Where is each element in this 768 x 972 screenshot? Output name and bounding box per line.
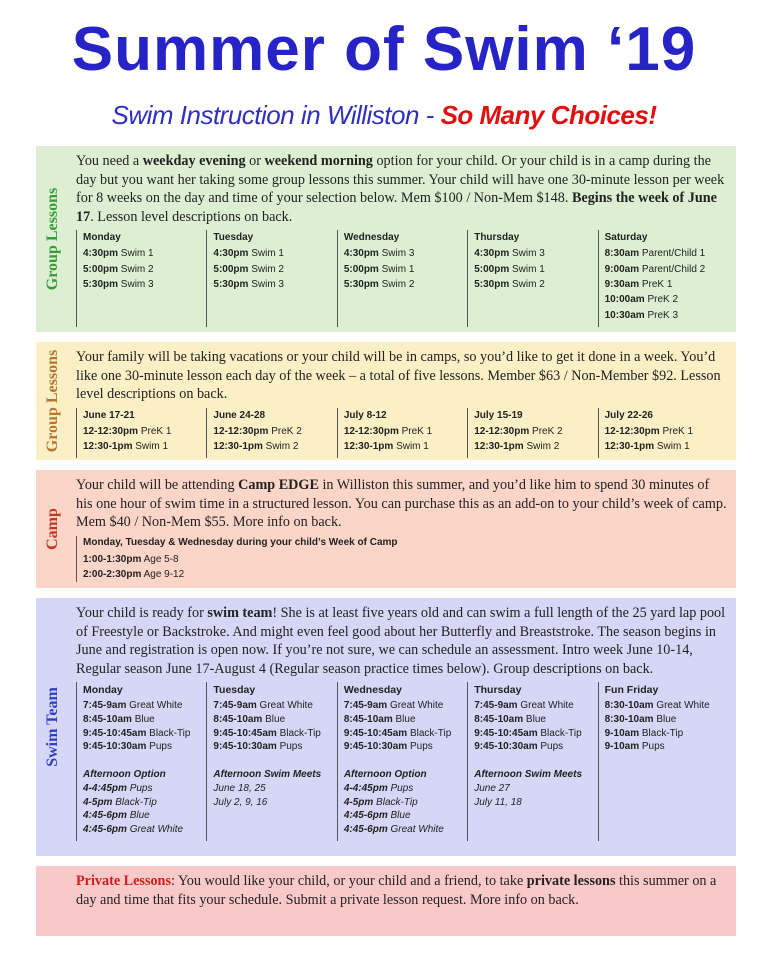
schedule-row xyxy=(83,262,200,277)
class-name: Blue xyxy=(395,714,416,726)
schedule-column xyxy=(598,682,728,840)
column-day: Thursday xyxy=(474,232,520,244)
camp-section xyxy=(36,470,736,588)
time-slot: 4:45-6pm xyxy=(83,810,127,822)
time-slot: 5:00pm xyxy=(343,263,379,275)
schedule-row xyxy=(213,796,330,810)
time-slot: 12:30-1pm xyxy=(213,441,263,453)
class-name: Pups xyxy=(279,741,303,753)
class-name: Swim 2 xyxy=(251,263,284,275)
schedule-row xyxy=(605,740,722,754)
column-day: Thursday xyxy=(474,684,522,697)
subtitle-text: Swim Instruction in Williston - xyxy=(111,100,441,130)
private-lessons-section xyxy=(36,866,736,936)
class-name: PreK 1 xyxy=(140,425,172,437)
schedule-row xyxy=(344,246,461,261)
time-slot: 9-10am xyxy=(604,727,640,739)
schedule-row xyxy=(83,809,200,823)
class-name: Black-Tip xyxy=(149,727,191,739)
time-slot: 4-5pm xyxy=(343,796,374,808)
spacer xyxy=(213,754,330,768)
class-name: Pups xyxy=(129,782,153,794)
class-name: PreK 1 xyxy=(662,425,694,437)
schedule-column xyxy=(467,230,597,326)
class-name: Parent/Child 1 xyxy=(641,248,706,260)
time-slot: 10:00am xyxy=(604,294,645,306)
time-slot: 4:30pm xyxy=(474,248,510,260)
column-day: Wednesday xyxy=(343,232,400,244)
class-name: Great White xyxy=(656,700,710,712)
class-name: Blue xyxy=(265,714,286,726)
time-slot: 10:30am xyxy=(604,309,645,321)
time-slot: 5:00pm xyxy=(474,263,510,275)
schedule-row xyxy=(83,740,200,754)
class-name: Swim 2 xyxy=(265,441,299,453)
class-name: Great White xyxy=(520,700,574,712)
time-slot: 4:45-6pm xyxy=(343,810,388,822)
time-slot: 4:30pm xyxy=(343,248,379,260)
schedule-row xyxy=(605,439,722,454)
schedule-row xyxy=(605,292,722,307)
schedule-row xyxy=(605,727,722,741)
schedule-row xyxy=(213,713,330,727)
column-day: Wednesday xyxy=(343,684,402,697)
page-title: Summer of Swim ‘19 xyxy=(71,15,697,84)
schedule-row xyxy=(213,277,330,292)
column-day: Monday xyxy=(83,232,121,244)
schedule-row xyxy=(474,262,591,277)
schedule-row xyxy=(83,424,200,439)
page-subtitle xyxy=(0,100,768,131)
schedule-row xyxy=(83,782,200,796)
time-slot: 9:45-10:45am xyxy=(474,727,538,739)
schedule-row xyxy=(344,262,461,277)
schedule-row xyxy=(474,424,591,439)
schedule-row xyxy=(83,823,200,837)
class-name: Great White xyxy=(259,700,313,712)
class-name: Swim 2 xyxy=(381,278,415,290)
class-name: Blue xyxy=(656,714,677,726)
time-slot: 4:30pm xyxy=(213,248,249,260)
schedule-row xyxy=(605,246,722,261)
class-name: Black-Tip xyxy=(279,727,321,739)
time-slot: 5:30pm xyxy=(83,278,119,290)
class-name: Great White xyxy=(129,700,183,712)
schedule-column xyxy=(206,682,336,840)
class-name: Black-Tip xyxy=(115,796,157,808)
schedule-row xyxy=(474,277,591,292)
time-slot: 7:45-9am xyxy=(83,700,127,712)
schedule-row xyxy=(344,277,461,292)
class-name: Swim 1 xyxy=(656,441,690,453)
column-day: Monday xyxy=(83,684,123,697)
class-name: Blue xyxy=(134,714,155,726)
schedule-row xyxy=(605,308,722,323)
afternoon-header: Afternoon Swim Meets xyxy=(474,769,583,781)
time-slot: 12-12:30pm xyxy=(343,425,399,437)
column-week: June 24-28 xyxy=(213,409,266,421)
schedule-row xyxy=(213,699,330,713)
time-slot: 4:45-6pm xyxy=(343,824,388,835)
class-name: Swim 2 xyxy=(120,263,154,275)
time-slot: 8:45-10am xyxy=(474,714,524,726)
schedule-column xyxy=(337,230,467,326)
class-name: Black-Tip xyxy=(540,727,582,739)
subtitle-highlight: So Many Choices! xyxy=(440,100,657,130)
schedule-row xyxy=(83,277,200,292)
section-label: Group Lessons xyxy=(44,349,61,453)
schedule-row xyxy=(344,424,461,439)
class-name: Pups xyxy=(390,782,414,794)
class-name: Swim 1 xyxy=(512,263,545,275)
schedule-row xyxy=(344,740,461,754)
schedule-row xyxy=(344,809,461,823)
schedule-row xyxy=(213,262,330,277)
class-name: PreK 2 xyxy=(532,425,563,437)
camp-schedule-row: 2:00-2:30pm Age 9-12 xyxy=(83,568,185,580)
class-name: June 27 xyxy=(474,782,510,794)
class-name: PreK 1 xyxy=(401,425,433,437)
schedule-column xyxy=(76,408,206,459)
section-description: Private Lessons: You would like your child, or your child and a friend, to take private lessons this summer on a day and time that fits your schedule. Submit a private lesson request. More info on back. xyxy=(76,873,717,908)
class-name: Great White xyxy=(389,700,444,712)
schedule-row xyxy=(474,782,591,796)
class-name: Swim 1 xyxy=(120,248,154,260)
class-name: Pups xyxy=(641,741,665,753)
schedule-row xyxy=(605,424,722,439)
schedule-row xyxy=(83,727,200,741)
column-week: June 17-21 xyxy=(83,409,135,421)
class-name: Swim 3 xyxy=(120,278,154,290)
column-day: Tuesday xyxy=(213,232,254,244)
time-slot: 9:45-10:30am xyxy=(213,741,277,753)
class-name: Swim 1 xyxy=(135,441,169,453)
column-week: July 8-12 xyxy=(343,409,387,421)
time-slot: 12:30-1pm xyxy=(474,441,524,453)
column-week: July 15-19 xyxy=(474,409,523,421)
schedule-row xyxy=(474,727,591,741)
weeklong-schedule-table xyxy=(76,408,728,459)
class-name: June 18, 25 xyxy=(213,782,266,794)
time-slot: 9:45-10:45am xyxy=(213,727,277,739)
schedule-row xyxy=(83,796,200,810)
class-name: Swim 3 xyxy=(381,248,415,260)
class-name: Swim 1 xyxy=(381,263,415,275)
class-name: July 11, 18 xyxy=(474,796,522,808)
class-name: PreK 2 xyxy=(647,294,679,306)
class-name: Swim 2 xyxy=(526,441,560,453)
class-name: Pups xyxy=(409,741,433,753)
spacer xyxy=(83,754,200,768)
schedule-column xyxy=(598,408,728,459)
schedule-row xyxy=(213,439,330,454)
class-name: Swim 2 xyxy=(512,278,545,290)
time-slot: 5:00pm xyxy=(83,263,119,275)
group-lessons-weeklong-section xyxy=(36,342,736,460)
section-description: Your child is ready for swim team! She is at least five years old and can swim a full length of the 25 yard lap pool of Freestyle or Backstroke. And might even feel good about her Butterfly and Breaststroke. The season begins in June and registration is open now. If you’re not sure, we can schedule an assessment. Intro week June 10-14, Regular season June 17-August 4 (Regular season practice times below). Group descriptions on back. xyxy=(76,605,726,677)
time-slot: 9:45-10:30am xyxy=(83,741,147,753)
class-name: Parent/Child 2 xyxy=(641,263,706,275)
time-slot: 12:30-1pm xyxy=(343,441,394,453)
time-slot: 12-12:30pm xyxy=(604,425,660,437)
class-name: Blue xyxy=(390,810,411,822)
class-name: Black-Tip xyxy=(641,727,684,739)
schedule-row xyxy=(83,713,200,727)
schedule-row xyxy=(213,782,330,796)
time-slot: 4:30pm xyxy=(83,248,119,260)
section-description: Your child will be attending Camp EDGE in Williston this summer, and you’d like him to spend 30 minutes of his one hour of swim time in a structured lesson. You can purchase this as an add-on to your child’s week of camp. Mem $40 / Non-Mem $55. More info on back. xyxy=(76,477,727,531)
section-label: Camp xyxy=(44,508,61,550)
schedule-row xyxy=(344,699,461,713)
camp-schedule-header: Monday, Tuesday & Wednesday during your child’s Week of Camp xyxy=(83,536,398,548)
schedule-column xyxy=(467,682,597,840)
section-label: Group Lessons xyxy=(44,187,61,291)
class-name: July 2, 9, 16 xyxy=(213,796,268,808)
time-slot: 8:30am xyxy=(604,248,640,260)
schedule-row xyxy=(474,439,591,454)
time-slot: 5:30pm xyxy=(343,278,379,290)
time-slot: 4-4:45pm xyxy=(343,782,388,794)
class-name: PreK 3 xyxy=(647,309,679,321)
time-slot: 5:00pm xyxy=(213,263,249,275)
camp-schedule-row: 1:00-1:30pm Age 5-8 xyxy=(83,554,179,566)
class-name: Great White xyxy=(129,824,184,835)
class-name: PreK 1 xyxy=(641,278,673,290)
schedule-row xyxy=(83,699,200,713)
swim-team-schedule-table xyxy=(76,682,728,840)
schedule-row xyxy=(474,699,591,713)
time-slot: 9:30am xyxy=(604,278,640,290)
schedule-column xyxy=(337,408,467,459)
time-slot: 8:45-10am xyxy=(343,714,393,726)
class-name: Black-Tip xyxy=(376,796,418,808)
time-slot: 9-10am xyxy=(604,741,640,753)
schedule-row xyxy=(605,713,722,727)
column-day: Tuesday xyxy=(213,684,256,697)
time-slot: 12-12:30pm xyxy=(474,425,530,437)
time-slot: 5:30pm xyxy=(474,278,510,290)
schedule-row xyxy=(344,713,461,727)
time-slot: 12:30-1pm xyxy=(83,441,133,453)
weekly-schedule-table xyxy=(76,230,728,326)
schedule-row xyxy=(474,796,591,810)
swim-team-section xyxy=(36,598,736,856)
class-name: Great White xyxy=(390,824,444,835)
schedule-row xyxy=(213,246,330,261)
schedule-row xyxy=(213,424,330,439)
schedule-column xyxy=(76,230,206,326)
time-slot: 9:00am xyxy=(604,263,640,275)
time-slot: 12-12:30pm xyxy=(83,425,139,437)
time-slot: 7:45-9am xyxy=(213,700,257,712)
schedule-row xyxy=(605,277,722,292)
afternoon-header: Afternoon Option xyxy=(83,769,166,781)
schedule-row xyxy=(344,823,461,837)
camp-schedule xyxy=(76,536,728,583)
schedule-row xyxy=(213,727,330,741)
class-name: Blue xyxy=(525,714,546,726)
column-day: Fun Friday xyxy=(604,684,659,697)
schedule-column xyxy=(76,682,206,840)
class-name: Swim 1 xyxy=(251,248,284,260)
class-name: Pups xyxy=(540,741,564,753)
time-slot: 12:30-1pm xyxy=(604,441,655,453)
schedule-row xyxy=(474,740,591,754)
group-lessons-weekly-section xyxy=(36,146,736,332)
class-name: Swim 1 xyxy=(396,441,429,453)
afternoon-header: Afternoon Swim Meets xyxy=(213,769,322,781)
time-slot: 9:45-10:45am xyxy=(83,727,147,739)
time-slot: 8:30-10am xyxy=(604,714,654,726)
time-slot: 9:45-10:45am xyxy=(343,727,408,739)
time-slot: 4-4:45pm xyxy=(83,782,127,794)
time-slot: 9:45-10:30am xyxy=(343,741,408,753)
schedule-column xyxy=(467,408,597,459)
time-slot: 8:45-10am xyxy=(83,714,132,726)
schedule-row xyxy=(344,796,461,810)
schedule-row xyxy=(213,740,330,754)
class-name: Black-Tip xyxy=(409,727,452,739)
schedule-row xyxy=(344,439,461,454)
schedule-row xyxy=(344,782,461,796)
time-slot: 4-5pm xyxy=(83,796,113,808)
section-description: You need a weekday evening or weekend morning option for your child. Or your child is in a camp during the day but you want her taking some group lessons this summer. Your child will have one 30-minute lesson per week for 8 weeks on the day and time of your selection below. Mem $100 / Non-Mem $148. Begins the week of June 17. Lesson level descriptions on back. xyxy=(76,153,725,225)
column-week: July 22-26 xyxy=(604,409,653,421)
afternoon-header: Afternoon Option xyxy=(343,769,427,781)
class-name: Swim 3 xyxy=(251,278,284,290)
schedule-row xyxy=(344,727,461,741)
class-name: Blue xyxy=(129,810,150,822)
column-day: Saturday xyxy=(604,232,648,244)
schedule-row xyxy=(83,246,200,261)
section-description: Your family will be taking vacations or your child will be in camps, so you’d like to get it done in a week. You’d like one 30-minute lesson each day of the week – a total of five lessons. Member $63 / Non-Member $92. Lesson level descriptions on back. xyxy=(76,349,721,403)
schedule-row xyxy=(605,262,722,277)
schedule-row xyxy=(474,713,591,727)
time-slot: 5:30pm xyxy=(213,278,249,290)
schedule-row xyxy=(474,246,591,261)
time-slot: 8:45-10am xyxy=(213,714,263,726)
class-name: PreK 2 xyxy=(271,425,302,437)
spacer xyxy=(474,754,591,768)
time-slot: 9:45-10:30am xyxy=(474,741,538,753)
schedule-column xyxy=(598,230,728,326)
schedule-column xyxy=(337,682,467,840)
class-name: Pups xyxy=(149,741,172,753)
schedule-column xyxy=(206,230,336,326)
class-name: Swim 3 xyxy=(512,248,545,260)
time-slot: 7:45-9am xyxy=(474,700,518,712)
time-slot: 8:30-10am xyxy=(604,700,654,712)
time-slot: 4:45-6pm xyxy=(83,824,127,835)
spacer xyxy=(344,754,461,768)
section-label: Swim Team xyxy=(44,687,61,767)
time-slot: 12-12:30pm xyxy=(213,425,269,437)
time-slot: 7:45-9am xyxy=(343,700,388,712)
schedule-row xyxy=(605,699,722,713)
schedule-column xyxy=(206,408,336,459)
schedule-row xyxy=(83,439,200,454)
